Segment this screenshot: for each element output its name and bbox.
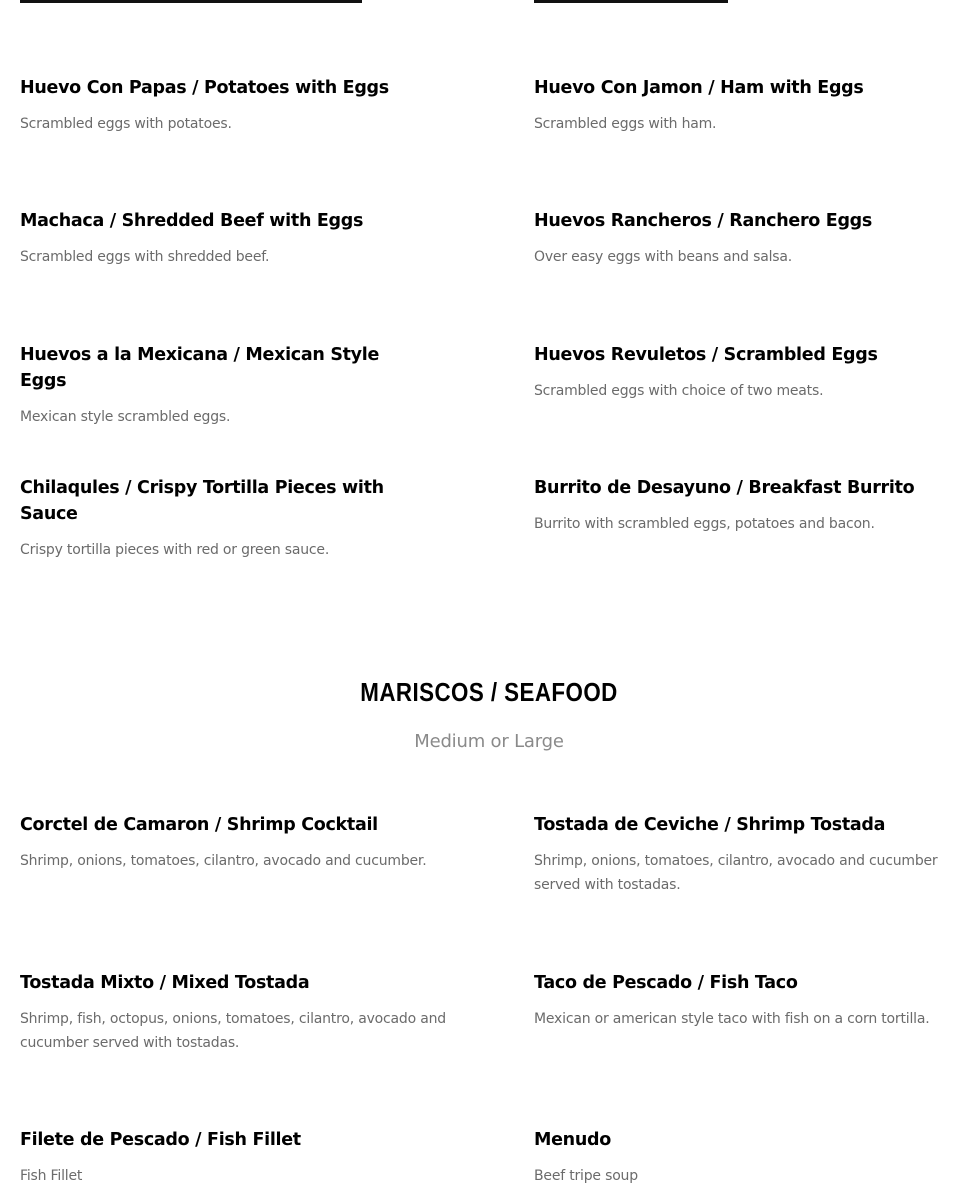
item-title: Huevo Con Jamon / Ham with Eggs xyxy=(534,78,864,98)
item-description: Crispy tortilla pieces with red or green sauce. xyxy=(20,542,330,558)
item-description: Beef tripe soup xyxy=(534,1168,638,1184)
item-description: Over easy eggs with beans and salsa. xyxy=(534,249,793,265)
menu-item xyxy=(20,1127,430,1188)
item-description: Fish Fillet xyxy=(20,1168,83,1184)
item-title: Huevos Revuletos / Scrambled Eggs xyxy=(534,345,878,365)
menu-item xyxy=(20,75,430,136)
item-title: Machaca / Shredded Beef with Eggs xyxy=(20,211,364,231)
item-title: Taco de Pescado / Fish Taco xyxy=(534,973,798,993)
item-title: Corctel de Camaron / Shrimp Cocktail xyxy=(20,815,378,835)
cutoff-text-right xyxy=(534,0,728,3)
menu-item xyxy=(534,342,944,403)
menu-item xyxy=(534,75,944,136)
menu-item xyxy=(20,342,430,429)
item-description: Mexican style scrambled eggs. xyxy=(20,409,231,425)
menu-item xyxy=(20,208,430,269)
item-description: Scrambled eggs with potatoes. xyxy=(20,116,232,132)
item-title: Chilaqules / Crispy Tortilla Pieces with Sauce xyxy=(20,478,384,524)
item-description: Mexican or american style taco with fish on a corn tortilla. xyxy=(534,1011,930,1027)
section-subtitle: Medium or Large xyxy=(414,731,564,752)
item-title: Tostada Mixto / Mixed Tostada xyxy=(20,973,310,993)
item-description: Burrito with scrambled eggs, potatoes and bacon. xyxy=(534,516,875,532)
item-description: Scrambled eggs with ham. xyxy=(534,116,717,132)
item-description: Shrimp, onions, tomatoes, cilantro, avocado and cucumber. xyxy=(20,853,427,869)
item-description: Shrimp, onions, tomatoes, cilantro, avocado and cucumber served with tostadas. xyxy=(534,853,938,893)
menu-item xyxy=(534,1127,944,1188)
cutoff-text-left xyxy=(20,0,362,3)
item-title: Huevos a la Mexicana / Mexican Style Eggs xyxy=(20,345,380,391)
menu-item xyxy=(20,812,450,873)
item-description: Scrambled eggs with choice of two meats. xyxy=(534,383,824,399)
menu-item xyxy=(534,812,954,897)
menu-item xyxy=(534,475,944,536)
menu-item xyxy=(20,970,450,1055)
section-title: MARISCOS / SEAFOOD xyxy=(360,677,618,707)
item-description: Shrimp, fish, octopus, onions, tomatoes, cilantro, avocado and cucumber served with tostadas. xyxy=(20,1011,446,1051)
menu-item xyxy=(20,475,400,562)
menu-item xyxy=(534,970,954,1031)
item-title: Huevo Con Papas / Potatoes with Eggs xyxy=(20,78,389,98)
menu-item xyxy=(534,208,944,269)
item-title: Menudo xyxy=(534,1130,611,1150)
item-title: Burrito de Desayuno / Breakfast Burrito xyxy=(534,478,915,498)
item-title: Tostada de Ceviche / Shrimp Tostada xyxy=(534,815,886,835)
item-title: Filete de Pescado / Fish Fillet xyxy=(20,1130,301,1150)
item-title: Huevos Rancheros / Ranchero Eggs xyxy=(534,211,873,231)
item-description: Scrambled eggs with shredded beef. xyxy=(20,249,270,265)
